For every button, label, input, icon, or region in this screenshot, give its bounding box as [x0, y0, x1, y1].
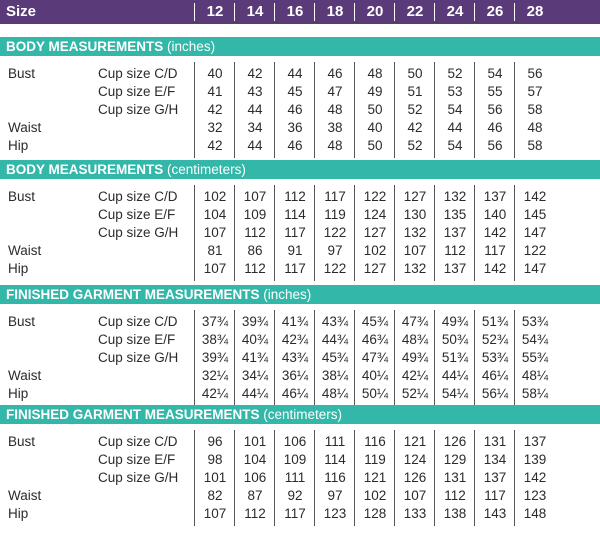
- table-cell: 40: [367, 120, 383, 135]
- column-divider: [314, 185, 315, 281]
- column-divider: [474, 430, 475, 526]
- table-cell: 34: [247, 120, 263, 135]
- table-cell: 107: [243, 189, 267, 204]
- column-divider: [474, 62, 475, 158]
- table-cell: 42: [207, 138, 223, 153]
- table-cell: 127: [363, 225, 387, 240]
- section-header: [0, 285, 600, 304]
- table-cell: 44¼: [441, 368, 469, 383]
- table-cell: 51: [407, 84, 423, 99]
- table-cell: 50¼: [361, 386, 389, 401]
- column-divider: [234, 430, 235, 526]
- table-cell: 46: [327, 66, 343, 81]
- table-cell: 58: [527, 138, 543, 153]
- table-cell: 43¾: [321, 314, 349, 329]
- table-cell: 117: [484, 488, 506, 503]
- table-cell: 143: [483, 506, 507, 521]
- table-row: [0, 207, 600, 225]
- table-cell: 36¼: [281, 368, 309, 383]
- table-cell: 46¼: [281, 386, 309, 401]
- table-cell: 137: [483, 189, 507, 204]
- table-cell: 42¼: [401, 368, 429, 383]
- table-cell: 104: [203, 207, 227, 222]
- header-column-divider: [474, 3, 475, 21]
- table-cell: 98: [207, 452, 223, 467]
- cup-size-label: Cup size G/H: [98, 102, 179, 117]
- table-cell: 45: [287, 84, 303, 99]
- header-column-divider: [274, 3, 275, 21]
- section-title: FINISHED GARMENT MEASUREMENTS: [6, 407, 260, 422]
- table-cell: 41: [207, 84, 223, 99]
- cup-size-label: Cup size C/D: [98, 189, 178, 204]
- column-divider: [274, 62, 275, 158]
- table-cell: 107: [203, 225, 227, 240]
- table-cell: 122: [363, 189, 387, 204]
- table-cell: 54: [447, 102, 463, 117]
- cup-size-label: Cup size E/F: [98, 207, 176, 222]
- cup-size-label: Cup size G/H: [98, 225, 179, 240]
- section-header: [0, 37, 600, 56]
- table-cell: 45¾: [361, 314, 389, 329]
- table-cell: 48: [327, 102, 343, 117]
- table-cell: 112: [444, 488, 466, 503]
- table-cell: 137: [443, 261, 467, 276]
- section-title: BODY MEASUREMENTS: [6, 39, 164, 54]
- table-cell: 87: [247, 488, 263, 503]
- table-cell: 55¾: [521, 350, 549, 365]
- table-cell: 45¾: [321, 350, 349, 365]
- table-cell: 41¾: [241, 350, 269, 365]
- table-cell: 117: [284, 225, 306, 240]
- table-cell: 44: [247, 138, 263, 153]
- column-divider: [274, 430, 275, 526]
- measurement-label: Bust: [8, 314, 36, 329]
- section-title: BODY MEASUREMENTS: [6, 162, 164, 177]
- table-row: [0, 452, 600, 470]
- table-cell: 37¾: [201, 314, 229, 329]
- table-cell: 117: [284, 261, 306, 276]
- table-cell: 147: [523, 261, 547, 276]
- table-cell: 48¾: [401, 332, 429, 347]
- table-cell: 109: [243, 207, 267, 222]
- table-cell: 49: [367, 84, 383, 99]
- table-cell: 139: [523, 452, 547, 467]
- table-row: [0, 66, 600, 84]
- table-cell: 111: [284, 470, 306, 485]
- header-column-divider: [194, 3, 195, 21]
- table-cell: 132: [443, 189, 467, 204]
- table-cell: 147: [523, 225, 547, 240]
- section-title: FINISHED GARMENT MEASUREMENTS: [6, 287, 260, 302]
- table-cell: 129: [443, 452, 467, 467]
- table-cell: 58: [527, 102, 543, 117]
- table-cell: 46: [287, 102, 303, 117]
- column-divider: [514, 185, 515, 281]
- table-cell: 48¼: [321, 386, 349, 401]
- column-divider: [194, 430, 195, 526]
- table-cell: 46: [287, 138, 303, 153]
- table-cell: 42: [407, 120, 423, 135]
- table-cell: 39¾: [201, 350, 229, 365]
- table-cell: 114: [324, 452, 346, 467]
- table-cell: 140: [483, 207, 507, 222]
- table-cell: 43: [247, 84, 263, 99]
- measurement-label: Waist: [8, 368, 42, 383]
- table-cell: 52: [407, 138, 423, 153]
- measurement-label: Bust: [8, 189, 36, 204]
- table-row: [0, 120, 600, 138]
- table-cell: 46¼: [481, 368, 509, 383]
- table-cell: 56: [487, 138, 503, 153]
- column-divider: [274, 185, 275, 281]
- cup-size-label: Cup size E/F: [98, 332, 176, 347]
- table-cell: 109: [283, 452, 307, 467]
- size-header-row: [0, 0, 600, 24]
- table-cell: 116: [364, 434, 386, 449]
- size-column-header: 24: [446, 3, 464, 20]
- column-divider: [474, 185, 475, 281]
- table-cell: 44: [287, 66, 303, 81]
- table-cell: 107: [203, 261, 227, 276]
- table-cell: 102: [203, 189, 227, 204]
- size-column-header: 14: [246, 3, 264, 20]
- column-divider: [394, 310, 395, 406]
- table-cell: 117: [484, 243, 506, 258]
- table-cell: 50: [407, 66, 423, 81]
- table-cell: 32¼: [201, 368, 229, 383]
- table-cell: 54¼: [441, 386, 469, 401]
- table-cell: 117: [284, 506, 306, 521]
- table-cell: 106: [283, 434, 307, 449]
- table-cell: 53: [447, 84, 463, 99]
- column-divider: [274, 310, 275, 406]
- column-divider: [314, 430, 315, 526]
- table-cell: 117: [324, 189, 346, 204]
- table-cell: 40¼: [361, 368, 389, 383]
- table-row: [0, 350, 600, 368]
- table-cell: 133: [403, 506, 427, 521]
- table-cell: 91: [287, 243, 303, 258]
- table-cell: 86: [247, 243, 263, 258]
- table-cell: 112: [244, 506, 266, 521]
- table-cell: 82: [207, 488, 223, 503]
- measurement-label: Waist: [8, 120, 42, 135]
- cup-size-label: Cup size C/D: [98, 66, 178, 81]
- table-cell: 52: [407, 102, 423, 117]
- table-cell: 121: [363, 470, 387, 485]
- column-divider: [314, 310, 315, 406]
- table-cell: 34¼: [241, 368, 269, 383]
- column-divider: [514, 310, 515, 406]
- table-cell: 119: [324, 207, 346, 222]
- table-cell: 54¾: [521, 332, 549, 347]
- table-cell: 131: [483, 434, 507, 449]
- table-cell: 102: [363, 243, 387, 258]
- section-unit: (centimeters): [167, 162, 246, 177]
- table-cell: 106: [243, 470, 267, 485]
- table-cell: 42: [247, 66, 263, 81]
- table-cell: 124: [403, 452, 427, 467]
- table-cell: 107: [403, 243, 427, 258]
- table-cell: 123: [323, 506, 347, 521]
- cup-size-label: Cup size C/D: [98, 314, 178, 329]
- table-cell: 48¼: [521, 368, 549, 383]
- cup-size-label: Cup size G/H: [98, 470, 179, 485]
- column-divider: [514, 430, 515, 526]
- column-divider: [194, 185, 195, 281]
- measurement-label: Waist: [8, 488, 42, 503]
- table-row: [0, 102, 600, 120]
- table-cell: 122: [323, 225, 347, 240]
- table-cell: 56: [487, 102, 503, 117]
- header-column-divider: [234, 3, 235, 21]
- table-cell: 46¾: [361, 332, 389, 347]
- table-cell: 122: [323, 261, 347, 276]
- column-divider: [394, 185, 395, 281]
- table-cell: 49¾: [441, 314, 469, 329]
- table-cell: 102: [363, 488, 387, 503]
- table-cell: 142: [483, 261, 507, 276]
- table-cell: 122: [523, 243, 547, 258]
- table-cell: 142: [483, 225, 507, 240]
- table-cell: 51¾: [441, 350, 469, 365]
- column-divider: [434, 62, 435, 158]
- measurement-label: Waist: [8, 243, 42, 258]
- size-column-header: 20: [366, 3, 384, 20]
- cup-size-label: Cup size E/F: [98, 84, 176, 99]
- column-divider: [354, 185, 355, 281]
- table-cell: 47¾: [401, 314, 429, 329]
- size-column-header: 18: [326, 3, 344, 20]
- table-cell: 42: [207, 102, 223, 117]
- size-column-header: 28: [526, 3, 544, 20]
- section-header: [0, 160, 600, 179]
- table-cell: 148: [523, 506, 547, 521]
- column-divider: [354, 430, 355, 526]
- table-cell: 127: [403, 189, 427, 204]
- table-cell: 126: [443, 434, 467, 449]
- column-divider: [314, 62, 315, 158]
- table-cell: 130: [403, 207, 427, 222]
- table-cell: 50: [367, 138, 383, 153]
- table-cell: 112: [244, 261, 266, 276]
- table-cell: 97: [327, 243, 343, 258]
- table-cell: 101: [203, 470, 227, 485]
- table-cell: 111: [324, 434, 346, 449]
- cup-size-label: Cup size G/H: [98, 350, 179, 365]
- column-divider: [234, 310, 235, 406]
- table-cell: 101: [243, 434, 267, 449]
- table-cell: 92: [287, 488, 303, 503]
- table-cell: 42¾: [281, 332, 309, 347]
- table-cell: 54: [487, 66, 503, 81]
- table-cell: 112: [244, 225, 266, 240]
- table-cell: 124: [363, 207, 387, 222]
- table-cell: 112: [444, 243, 466, 258]
- column-divider: [234, 62, 235, 158]
- measurement-label: Hip: [8, 506, 29, 521]
- table-cell: 96: [207, 434, 223, 449]
- section-unit: (centimeters): [263, 407, 343, 422]
- column-divider: [234, 185, 235, 281]
- size-column-header: 26: [486, 3, 504, 20]
- table-cell: 47: [327, 84, 343, 99]
- table-cell: 56: [527, 66, 543, 81]
- table-cell: 134: [483, 452, 507, 467]
- table-cell: 107: [203, 506, 227, 521]
- table-cell: 107: [403, 488, 427, 503]
- table-cell: 132: [403, 261, 427, 276]
- table-cell: 44: [447, 120, 463, 135]
- column-divider: [354, 62, 355, 158]
- table-row: [0, 386, 600, 404]
- size-column-header: 12: [206, 3, 224, 20]
- column-divider: [514, 62, 515, 158]
- column-divider: [394, 430, 395, 526]
- table-cell: 52: [447, 66, 463, 81]
- table-cell: 81: [207, 243, 223, 258]
- table-cell: 132: [403, 225, 427, 240]
- table-cell: 137: [483, 470, 507, 485]
- header-column-divider: [434, 3, 435, 21]
- table-row: [0, 506, 600, 524]
- table-cell: 56¼: [481, 386, 509, 401]
- size-column-header: 22: [406, 3, 424, 20]
- measurement-label: Bust: [8, 66, 36, 81]
- table-cell: 52¾: [481, 332, 509, 347]
- table-cell: 38¼: [321, 368, 349, 383]
- table-cell: 142: [523, 189, 547, 204]
- measurement-label: Hip: [8, 261, 29, 276]
- table-row: [0, 314, 600, 332]
- table-cell: 97: [327, 488, 343, 503]
- table-cell: 58¼: [521, 386, 549, 401]
- header-column-divider: [394, 3, 395, 21]
- section-unit: (inches): [167, 39, 216, 54]
- header-column-divider: [354, 3, 355, 21]
- column-divider: [474, 310, 475, 406]
- table-cell: 114: [284, 207, 306, 222]
- table-cell: 51¾: [481, 314, 509, 329]
- column-divider: [434, 185, 435, 281]
- column-divider: [434, 430, 435, 526]
- table-cell: 44: [247, 102, 263, 117]
- table-cell: 46: [487, 120, 503, 135]
- table-row: [0, 488, 600, 506]
- table-cell: 42¼: [201, 386, 229, 401]
- table-row: [0, 332, 600, 350]
- table-cell: 121: [403, 434, 427, 449]
- table-cell: 44¼: [241, 386, 269, 401]
- table-cell: 116: [324, 470, 346, 485]
- table-cell: 38: [327, 120, 343, 135]
- table-cell: 44¾: [321, 332, 349, 347]
- table-cell: 145: [523, 207, 547, 222]
- table-cell: 137: [443, 225, 467, 240]
- table-cell: 137: [523, 434, 547, 449]
- table-cell: 52¼: [401, 386, 429, 401]
- table-row: [0, 368, 600, 386]
- table-cell: 123: [523, 488, 547, 503]
- table-cell: 49¾: [401, 350, 429, 365]
- table-cell: 50: [367, 102, 383, 117]
- table-row: [0, 470, 600, 488]
- table-cell: 38¾: [201, 332, 229, 347]
- table-cell: 48: [527, 120, 543, 135]
- table-cell: 53¾: [521, 314, 549, 329]
- measurement-label: Bust: [8, 434, 36, 449]
- table-cell: 43¾: [281, 350, 309, 365]
- table-row: [0, 138, 600, 156]
- table-row: [0, 243, 600, 261]
- table-cell: 57: [527, 84, 543, 99]
- size-column-header: 16: [286, 3, 304, 20]
- table-cell: 142: [523, 470, 547, 485]
- table-cell: 48: [367, 66, 383, 81]
- table-cell: 39¾: [241, 314, 269, 329]
- table-cell: 119: [364, 452, 386, 467]
- table-row: [0, 434, 600, 452]
- table-cell: 47¾: [361, 350, 389, 365]
- column-divider: [194, 62, 195, 158]
- table-cell: 127: [363, 261, 387, 276]
- table-cell: 40: [207, 66, 223, 81]
- table-cell: 55: [487, 84, 503, 99]
- table-row: [0, 225, 600, 243]
- column-divider: [434, 310, 435, 406]
- column-divider: [394, 62, 395, 158]
- measurement-label: Hip: [8, 138, 29, 153]
- table-cell: 112: [284, 189, 306, 204]
- table-cell: 138: [443, 506, 467, 521]
- table-cell: 48: [327, 138, 343, 153]
- cup-size-label: Cup size C/D: [98, 434, 178, 449]
- cup-size-label: Cup size E/F: [98, 452, 176, 467]
- table-row: [0, 261, 600, 279]
- table-cell: 40¾: [241, 332, 269, 347]
- table-cell: 131: [443, 470, 467, 485]
- table-cell: 135: [443, 207, 467, 222]
- table-row: [0, 189, 600, 207]
- column-divider: [354, 310, 355, 406]
- table-cell: 128: [363, 506, 387, 521]
- table-cell: 36: [287, 120, 303, 135]
- table-cell: 104: [243, 452, 267, 467]
- header-column-divider: [314, 3, 315, 21]
- table-row: [0, 84, 600, 102]
- table-cell: 50¾: [441, 332, 469, 347]
- size-header-label: Size: [6, 3, 37, 20]
- table-cell: 126: [403, 470, 427, 485]
- column-divider: [194, 310, 195, 406]
- section-header: [0, 405, 600, 424]
- measurement-label: Hip: [8, 386, 29, 401]
- table-cell: 54: [447, 138, 463, 153]
- table-cell: 32: [207, 120, 223, 135]
- header-column-divider: [514, 3, 515, 21]
- table-cell: 41¾: [281, 314, 309, 329]
- table-cell: 53¾: [481, 350, 509, 365]
- section-unit: (inches): [263, 287, 312, 302]
